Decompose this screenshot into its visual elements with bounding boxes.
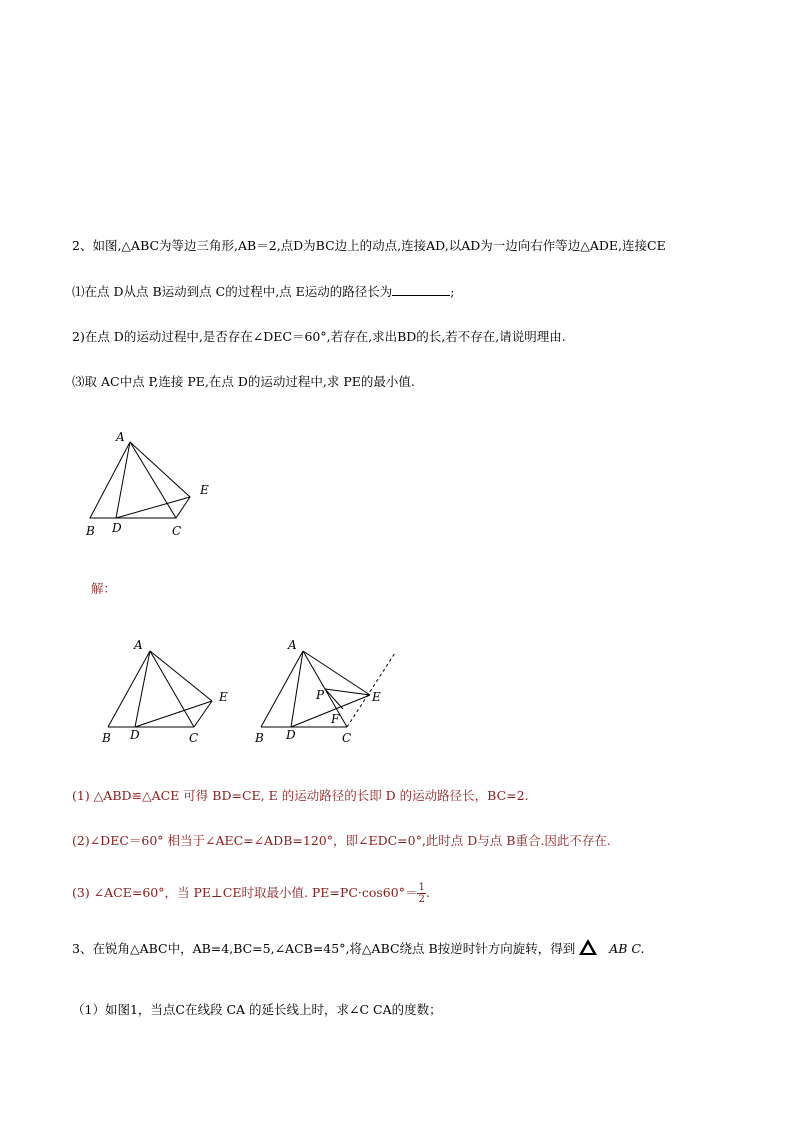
problem-figure bbox=[80, 425, 220, 545]
question-1-end: ; bbox=[450, 284, 455, 299]
label-A: A bbox=[134, 638, 143, 652]
answer-1: (1) △ABD≌△ACE 可得 BD=CE, E 的运动路径的长即 D 的运动路径长，BC=2. bbox=[72, 788, 529, 803]
fraction-denominator: 2 bbox=[418, 894, 425, 905]
problem3-stem-end: AB C. bbox=[609, 941, 645, 956]
label-E: E bbox=[219, 690, 228, 704]
label-B: B bbox=[255, 731, 264, 745]
answer-blank bbox=[392, 283, 450, 296]
label-C: C bbox=[172, 524, 182, 538]
label-C: C bbox=[189, 731, 199, 745]
solution-label: 解： bbox=[91, 581, 117, 596]
answer-2: (2)∠DEC＝60° 相当于∠AEC=∠ADB=120°，即∠EDC=0°,此时点 D与点 B重合.因此不存在. bbox=[72, 833, 611, 848]
label-D: D bbox=[130, 728, 140, 742]
problem2-question-3: ⑶取 AC中点 P,连接 PE,在点 D的运动过程中,求 PE的最小值. bbox=[72, 374, 415, 389]
problem2-question-1 bbox=[72, 283, 454, 300]
label-A: A bbox=[288, 638, 297, 652]
label-E: E bbox=[372, 690, 381, 704]
answer-3-text: (3) ∠ACE=60°，当 PE⊥CE时取最小值. PE=PC·cos60°＝ bbox=[72, 885, 418, 900]
question-1-text: ⑴在点 D从点 B运动到点 C的过程中,点 E运动的路径长为 bbox=[72, 284, 393, 299]
label-F: F bbox=[331, 712, 340, 726]
label-B: B bbox=[102, 731, 111, 745]
problem3-stem-text: 3、在锐角△ABC中，AB=4,BC=5,∠ACB=45°,将△ABC绕点 B按逆时针方向旋转，得到 bbox=[72, 941, 576, 956]
fraction-numerator: 1 bbox=[418, 882, 425, 893]
label-D: D bbox=[286, 728, 296, 742]
solution-figure-1 bbox=[100, 635, 240, 750]
problem3-question-1: （1）如图1，当点C在线段 CA 的延长线上时，求∠C CA的度数； bbox=[72, 1002, 442, 1017]
problem2-question-2: 2)在点 D的运动过程中,是否存在∠DEC＝60°,若存在,求出BD的长,若不存在,请说明理由. bbox=[72, 329, 566, 344]
label-C: C bbox=[342, 731, 352, 745]
fraction bbox=[417, 882, 425, 905]
answer-3 bbox=[72, 882, 430, 905]
problem2-stem: 2、如图,△ABC为等边三角形,AB＝2,点D为BC边上的动点,连接AD,以AD为一边向右作等边△ADE,连接CE bbox=[72, 238, 666, 253]
label-P: P bbox=[316, 688, 325, 702]
problem3-stem bbox=[72, 939, 645, 957]
answer-3-end: . bbox=[425, 885, 430, 900]
label-A: A bbox=[116, 430, 125, 444]
triangle-icon bbox=[579, 939, 597, 955]
label-D: D bbox=[112, 521, 122, 535]
label-E: E bbox=[200, 483, 209, 497]
label-B: B bbox=[86, 524, 95, 538]
solution-figure-2 bbox=[255, 635, 405, 750]
